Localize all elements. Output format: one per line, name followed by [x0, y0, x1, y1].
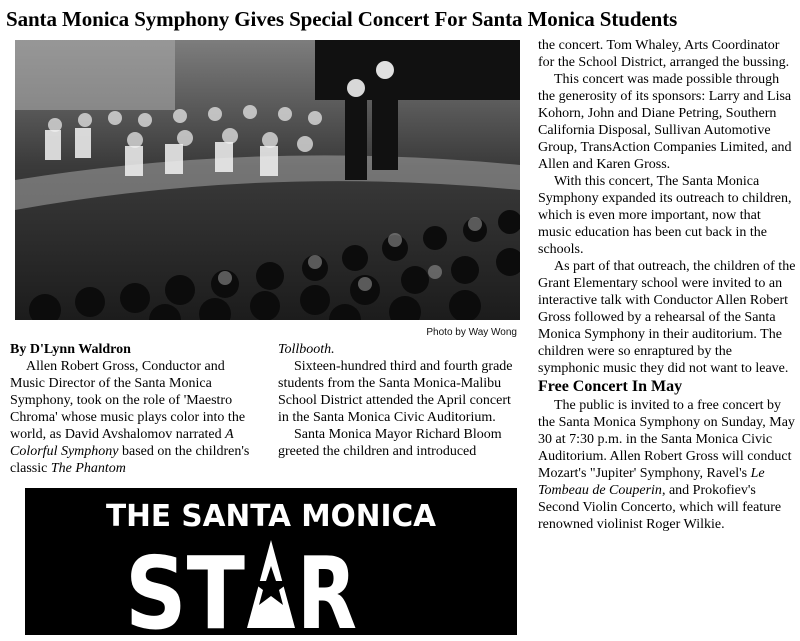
santa-monica-star-ad [25, 488, 517, 635]
photo-credit: Photo by Way Wong [426, 327, 517, 338]
article-column-3 [538, 37, 796, 533]
orchestra-image [15, 40, 520, 320]
ad-word-left: ST [125, 535, 245, 635]
paragraph-1: Allen Robert Gross, Conductor and Music Director of the Santa Monica Symphony, took on the role of 'Maestro Chroma' whose music plays color into the world, as David Avshalomov narrated A Colorful Symphony based on the children's classic The Phantom [10, 359, 250, 476]
concert-photo [15, 40, 520, 320]
paragraph-2: Sixteen-hundred third and fourth grade students from the Santa Monica-Malibu School District attended the April concert in the Santa Monica Civic Auditorium. [278, 359, 513, 425]
paragraph-3-continued: the concert. Tom Whaley, Arts Coordinator for the School District, arranged the bussing. [538, 38, 790, 70]
paragraph-1-continued: Tollbooth. [278, 342, 335, 357]
paragraph-4: This concert was made possible through the generosity of its sponsors: Larry and Lisa Kohorn, John and Diane Petring, Southern California Disposal, Sullivan Automotive Group, TransAction Companies Limited, and Allen and Karen Gross. [538, 72, 792, 172]
paragraph-5: With this concert, The Santa Monica Symphony expanded its outreach to children, which is even more important, now that music education has been cut back in the schools. [538, 174, 792, 257]
star-logo [25, 488, 517, 635]
article-column-2 [278, 341, 518, 460]
subhead-free-concert: Free Concert In May [538, 378, 683, 395]
star-letter-a-icon [247, 540, 295, 628]
article-column-1 [10, 341, 262, 477]
paragraph-7: The public is invited to a free concert by the Santa Monica Symphony on Sunday, May 30 at 7:30 p.m. in the Santa Monica Civic Auditorium. Allen Robert Gross will conduct Mozart's "Jupiter' Symphony, Ravel's Le Tombeau de Couperin, and Prokofiev's Second Violin Concerto, which will feature renowned violinist Roger Wilkie. [538, 398, 795, 532]
paragraph-3: Santa Monica Mayor Richard Bloom greeted the children and introduced [278, 427, 502, 459]
ad-line-1: THE SANTA MONICA [106, 499, 437, 534]
headline: Santa Monica Symphony Gives Special Concert For Santa Monica Students [6, 7, 678, 31]
ad-word-right: R [297, 535, 357, 635]
paragraph-6: As part of that outreach, the children of the Grant Elementary school were invited to an interactive talk with Conductor Allen Robert Gross followed by a rehearsal of the Santa Monica Symphony in their auditorium. The children were so enraptured by the symphonic music they did not want to leave. [538, 259, 796, 376]
byline: By D'Lynn Waldron [10, 342, 131, 357]
